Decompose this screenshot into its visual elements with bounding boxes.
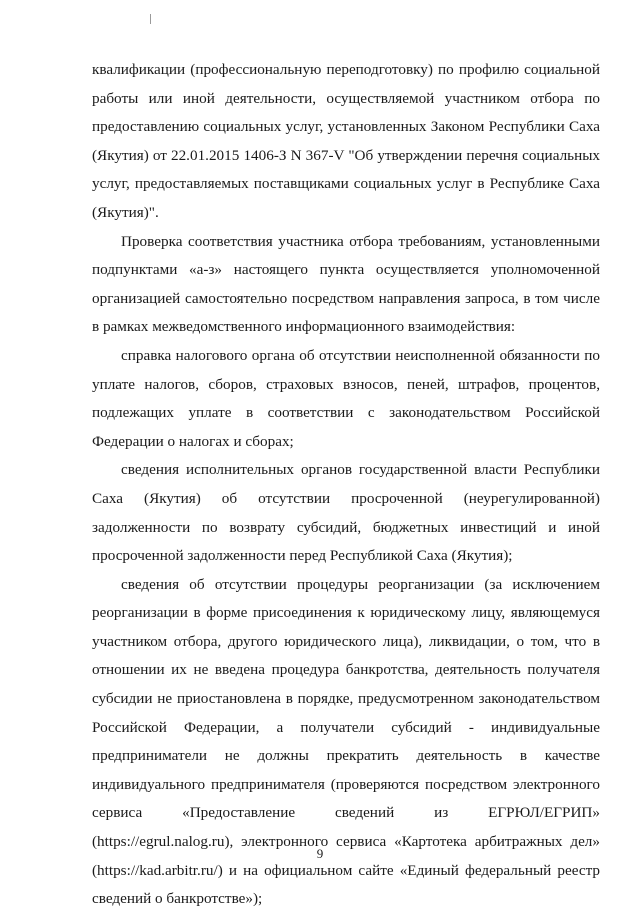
page-number: 9 <box>316 846 324 861</box>
scan-mark <box>150 14 151 24</box>
document-body <box>92 56 600 914</box>
paragraph-verification: Проверка соответствия участника отбора требованиям, установленными подпунктами «а-з» настоящего пункта осуществляется уполномоченной организацией самостоятельно посредством направления запроса, в том числе в рамках межведомственного информационного взаимодействия: <box>92 232 600 336</box>
paragraph-debt-info: сведения исполнительных органов государственной власти Республики Саха (Якутия) об отсутствии просроченной (неурегулированной) задолженности по возврату субсидий, бюджетных инвестиций и иной просроченной задолженности перед Республикой Саха (Якутия); <box>92 461 600 565</box>
paragraph-tax-certificate: справка налогового органа об отсутствии неисполненной обязанности по уплате налогов, сборов, страховых взносов, пеней, штрафов, процентов, подлежащих уплате в соответствии с законодательством Российской Федерации о налогах и сборах; <box>92 346 600 450</box>
paragraph-continuation: квалификации (профессиональную переподготовку) по профилю социальной работы или иной деятельности, осуществляемой участником отбора по предоставлению социальных услуг, установленных Законом Республики Саха (Якутия) от 22.01.2015 1406-З N 367-V "Об утверждении перечня социальных услуг, предоставляемых поставщиками социальных услуг в Республике Саха (Якутия)". <box>92 61 600 221</box>
paragraph-reorganization-info: сведения об отсутствии процедуры реорганизации (за исключением реорганизации в форме присоединения к юридическому лицу, являющемуся участником отбора, другого юридического лица), ликвидации, о том, что в отношении их не введена процедура банкротства, деятельность получателя субсидии не приостановлена в порядке, предусмотренном законодательством Российской Федерации, а получатели субсидий - индивидуальные предприниматели не должны прекратить деятельность в качестве индивидуального предпринимателя (проверяются посредством электронного сервиса «Предоставление сведений из ЕГРЮЛ/ЕГРИП» (https://egrul.nalog.ru), электронного сервиса «Картотека арбитражных дел» (https://kad.arbitr.ru/) и на официальном сайте «Единый федеральный реестр сведений о банкротстве»); <box>92 575 600 908</box>
